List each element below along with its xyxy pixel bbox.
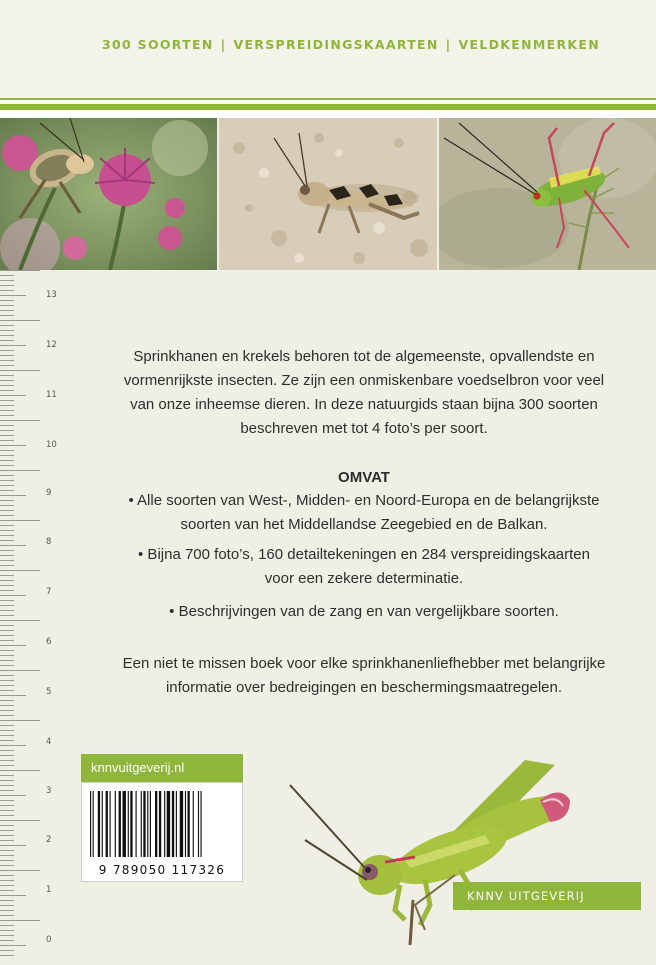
barcode-bar	[102, 791, 103, 857]
bullet-item	[84, 543, 644, 591]
barcode-bar	[119, 791, 121, 857]
bullet-item	[84, 489, 644, 537]
barcode-bar	[150, 791, 151, 857]
ruler-label: 13	[46, 290, 57, 300]
ruler-label: 6	[46, 637, 52, 647]
green-bush-cricket-photo	[439, 118, 656, 270]
tag-species: 300 SOORTEN	[102, 37, 214, 52]
isbn-barcode	[81, 782, 243, 882]
barcode-bar	[98, 791, 100, 857]
barcode-bar	[110, 791, 111, 857]
barcode-bar	[188, 791, 190, 857]
barcode-bar	[147, 791, 148, 857]
barcode-bar	[185, 791, 186, 857]
barcode-bar	[93, 791, 94, 857]
barcode-bar	[115, 791, 116, 857]
barcode-bar	[123, 791, 126, 857]
barcode-bar	[167, 791, 170, 857]
barcode-bar	[155, 791, 157, 857]
barcode-bar	[130, 791, 132, 857]
intro-line: van onze inheemse dieren. In deze natuurgids staan bijna 300 soorten	[130, 396, 598, 413]
ruler-label: 4	[46, 737, 52, 747]
website-link[interactable]: knnvuitgeverij.nl	[81, 754, 243, 782]
intro-line: vormenrijkste insecten. Ze zijn een onmiskenbare voedselbron voor veel	[123, 372, 605, 389]
grasshopper-on-sand-photo	[219, 118, 437, 270]
publisher-label: KNNV UITGEVERIJ	[453, 882, 641, 910]
ruler-ticks	[0, 270, 62, 960]
barcode-bar	[128, 791, 129, 857]
intro-line: beschreven met tot 4 foto’s per soort.	[240, 420, 488, 437]
tag-separator: |	[445, 37, 452, 52]
barcode-bar	[141, 791, 142, 857]
barcode-bar	[180, 791, 183, 857]
closing-line: Een niet te missen boek voor elke sprinkhanenliefhebber met belangrijke	[122, 655, 606, 672]
bullet-line: voor een zekere determinatie.	[264, 570, 464, 587]
section-heading: OMVAT	[338, 469, 390, 486]
isbn-number: 9 789050 117326	[98, 863, 226, 877]
ruler-label: 11	[46, 390, 57, 400]
ruler-label: 0	[46, 935, 52, 945]
ruler-label: 10	[46, 440, 57, 450]
barcode-bar	[164, 791, 165, 857]
barcode-bar	[176, 791, 177, 857]
barcode-bar	[201, 791, 202, 857]
barcode-bar	[106, 791, 108, 857]
tag-maps: VERSPREIDINGSKAARTEN	[233, 37, 439, 52]
intro-line: Sprinkhanen en krekels behoren tot de algemeenste, opvallendste en	[133, 348, 595, 365]
ruler-label: 2	[46, 835, 52, 845]
bush-cricket-on-thistle-photo	[0, 118, 217, 270]
bullet-item	[84, 600, 644, 624]
barcode-bar	[172, 791, 174, 857]
barcode-bar	[136, 791, 137, 857]
bullet-line: • Beschrijvingen van de zang en van vergelijkbare soorten.	[169, 603, 559, 620]
ruler-label: 7	[46, 587, 52, 597]
tag-separator: |	[220, 37, 227, 52]
ruler-label: 3	[46, 786, 52, 796]
ruler-label: 1	[46, 885, 52, 895]
measurement-ruler	[0, 270, 62, 960]
header-tagline	[102, 37, 600, 52]
barcode-bar	[193, 791, 194, 857]
ruler-label: 9	[46, 488, 52, 498]
ruler-label: 12	[46, 340, 57, 350]
barcode-bar	[198, 791, 199, 857]
tag-field-marks: VELDKENMERKEN	[458, 37, 600, 52]
closing-paragraph	[84, 652, 644, 700]
bullet-line: • Bijna 700 foto’s, 160 detailtekeningen en 284 verspreidingskaarten	[138, 546, 590, 563]
barcode-bar	[90, 791, 91, 857]
ruler-label: 8	[46, 537, 52, 547]
barcode-bar	[159, 791, 161, 857]
ruler-label: 5	[46, 687, 52, 697]
grasshopper-illustration	[285, 740, 585, 965]
barcode-bar	[143, 791, 145, 857]
barcode-bars	[90, 791, 234, 857]
bullet-line: • Alle soorten van West-, Midden- en Noord-Europa en de belangrijkste	[128, 492, 600, 509]
photo-strip	[0, 118, 656, 270]
bullet-line: soorten van het Middellandse Zeegebied en de Balkan.	[180, 516, 548, 533]
closing-line: informatie over bedreigingen en beschermingsmaatregelen.	[165, 679, 563, 696]
divider	[0, 110, 656, 118]
intro-paragraph	[84, 345, 644, 441]
